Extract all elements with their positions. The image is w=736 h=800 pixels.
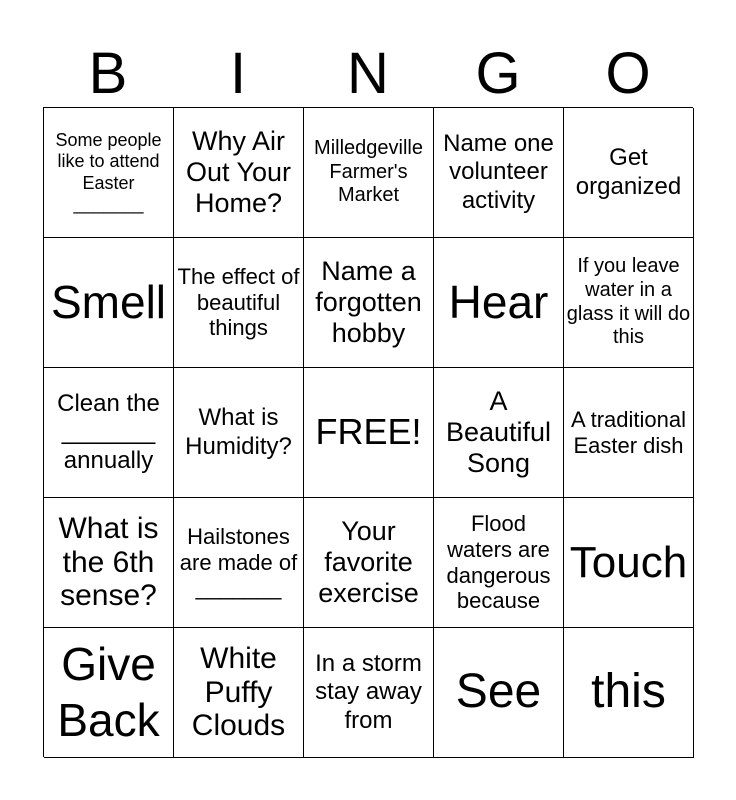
bingo-cell[interactable]: Get organized (564, 108, 694, 238)
bingo-cell[interactable]: What is Humidity? (174, 368, 304, 498)
bingo-cell[interactable]: Why Air Out Your Home? (174, 108, 304, 238)
bingo-cell[interactable]: Some people like to attend Easter _______ (44, 108, 174, 238)
bingo-cell[interactable]: Your favorite exercise (304, 498, 434, 628)
bingo-cell[interactable]: Name a forgotten hobby (304, 238, 434, 368)
bingo-cell[interactable]: What is the 6th sense? (44, 498, 174, 628)
bingo-cell[interactable]: Hear (434, 238, 564, 368)
bingo-header (43, 40, 693, 108)
header-letter-o: O (605, 41, 651, 106)
bingo-cell[interactable]: Name one volunteer activity (434, 108, 564, 238)
bingo-cell[interactable]: A traditional Easter dish (564, 368, 694, 498)
bingo-free-cell[interactable]: FREE! (304, 368, 434, 498)
bingo-cell[interactable]: this (564, 628, 694, 758)
bingo-cell[interactable]: Hailstones are made of _______ (174, 498, 304, 628)
header-letter-g: G (475, 41, 521, 106)
bingo-cell[interactable]: In a storm stay away from (304, 628, 434, 758)
bingo-cell[interactable]: See (434, 628, 564, 758)
header-letter-i: I (229, 41, 247, 106)
bingo-cell[interactable]: Touch (564, 498, 694, 628)
bingo-cell[interactable]: Give Back (44, 628, 174, 758)
bingo-cell[interactable]: A Beautiful Song (434, 368, 564, 498)
bingo-cell[interactable]: Flood waters are dangerous because (434, 498, 564, 628)
bingo-cell[interactable]: The effect of beautiful things (174, 238, 304, 368)
bingo-cell[interactable]: Clean the _______ annually (44, 368, 174, 498)
bingo-cell[interactable]: White Puffy Clouds (174, 628, 304, 758)
bingo-cell[interactable]: If you leave water in a glass it will do this (564, 238, 694, 368)
bingo-cell[interactable]: Milledgeville Farmer's Market (304, 108, 434, 238)
bingo-card (43, 107, 693, 757)
header-letter-n: N (347, 41, 389, 106)
header-letter-b: B (88, 41, 128, 106)
bingo-cell[interactable]: Smell (44, 238, 174, 368)
